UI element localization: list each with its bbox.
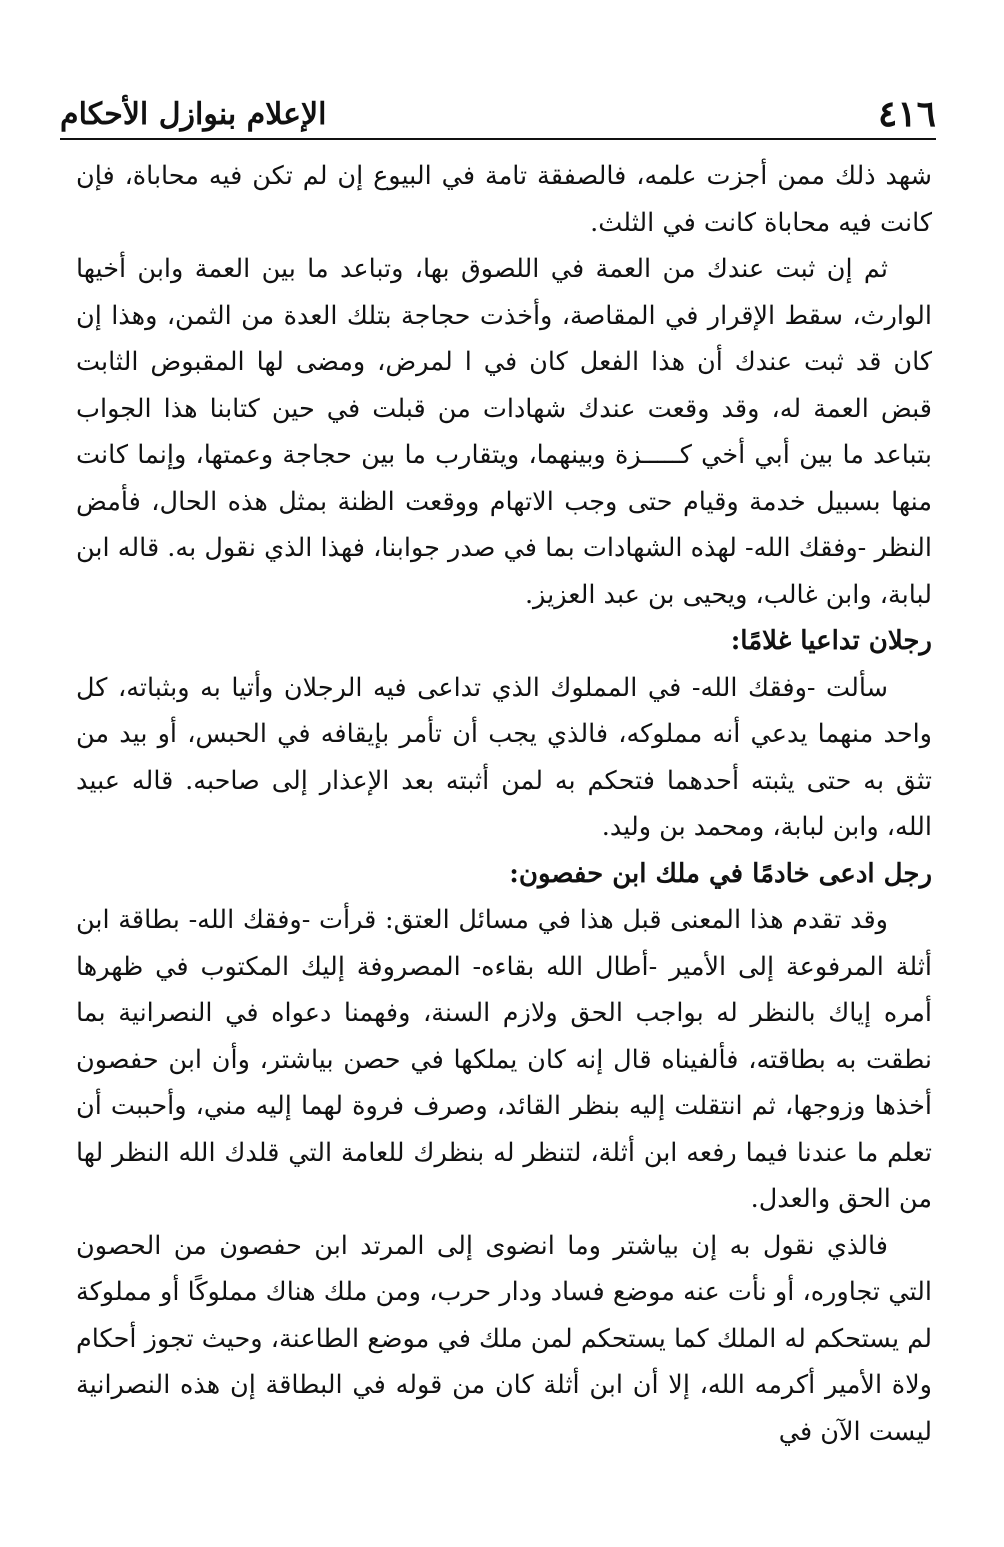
page-number: ٤١٦ bbox=[877, 93, 936, 135]
paragraph-1: شهد ذلك ممن أجزت علمه، فالصفقة تامة في البيوع إن لم تكن فيه محاباة، فإن كانت فيه محاباة كانت في الثلث. bbox=[76, 161, 932, 238]
section-heading-1: رجلان تداعيا غلامًا: bbox=[730, 626, 932, 656]
paragraph-3: سألت -وفقك الله- في المملوك الذي تداعى فيه الرجلان وأتيا به وبثباته، كل واحد منهما يدعي أنه مملوكه، فالذي يجب أن تأمر بإيقافه في الحبس، أو بيد من تثق به حتى يثبته أحدهما فتحكم به لمن أثبته بعد الإعذار إلى صاحبه. قاله عبيد الله، وابن لبابة، ومحمد بن وليد. bbox=[76, 672, 932, 842]
page-header bbox=[60, 76, 936, 140]
running-title: الإعلام بنوازل الأحكام bbox=[60, 97, 327, 132]
paragraph-2: ثم إن ثبت عندك من العمة في اللصوق بها، وتباعد ما بين العمة وابن أخيها الوارث، سقط الإقرار في المقاصة، وأخذت حجاجة بتلك العدة من الثمن، وهذا إن كان قد ثبت عندك أن هذا الفعل كان في ا لمرض، ومضى لها المقبوض الثابت قبض العمة له، وقد وقعت عندك شهادات من قبلت في حين كتابنا هذا الجواب بتباعد ما بين أبي أخي كـــــزة وبينهما، ويتقارب ما بين حجاجة وعمتها، وإنما كانت منها بسبيل خدمة وقيام حتى وجب الاتهام ووقعت الظنة بمثل هذه الحال، فأمض النظر -وفقك الله- لهذه الشهادات بما في صدر جوابنا، فهذا الذي نقول به. قاله ابن لبابة، وابن غالب، ويحيى بن عبد العزيز. bbox=[76, 254, 932, 610]
paragraph-4: وقد تقدم هذا المعنى قبل هذا في مسائل العتق: قرأت -وفقك الله- بطاقة ابن أثلة المرفوعة إلى الأمير -أطال الله بقاءه- المصروفة إليك المكتوب في ظهرها أمره إياك بالنظر له بواجب الحق ولازم السنة، وفهمنا دعواه في النصرانية بما نطقت به بطاقته، فألفيناه قال إنه كان يملكها في حصن بياشتر، وأن ابن حفصون أخذها وزوجها، ثم انتقلت إليه بنظر القائد، وصرف فروة لهما إليه مني، وأحببت أن تعلم ما عندنا فيما رفعه ابن أثلة، لتنظر له بنظرك للعامة التي قلدك الله النظر لها من الحق والعدل. bbox=[76, 905, 932, 1214]
paragraph-5: فالذي نقول به إن بياشتر وما انضوى إلى المرتد ابن حفصون من الحصون التي تجاوره، أو نأت عنه موضع فساد ودار حرب، ومن ملك هناك مملوكًا أو مملوكة لم يستحكم له الملك كما يستحكم لمن ملك في موضع الطاعنة، وحيث تجوز أحكام ولاة الأمير أكرمه الله، إلا أن ابن أثلة كان من قوله في البطاقة إن هذه النصرانية ليست الآن في bbox=[76, 1230, 932, 1447]
page-body bbox=[76, 153, 932, 1455]
section-heading-2: رجل ادعى خادمًا في ملك ابن حفصون: bbox=[509, 858, 932, 889]
